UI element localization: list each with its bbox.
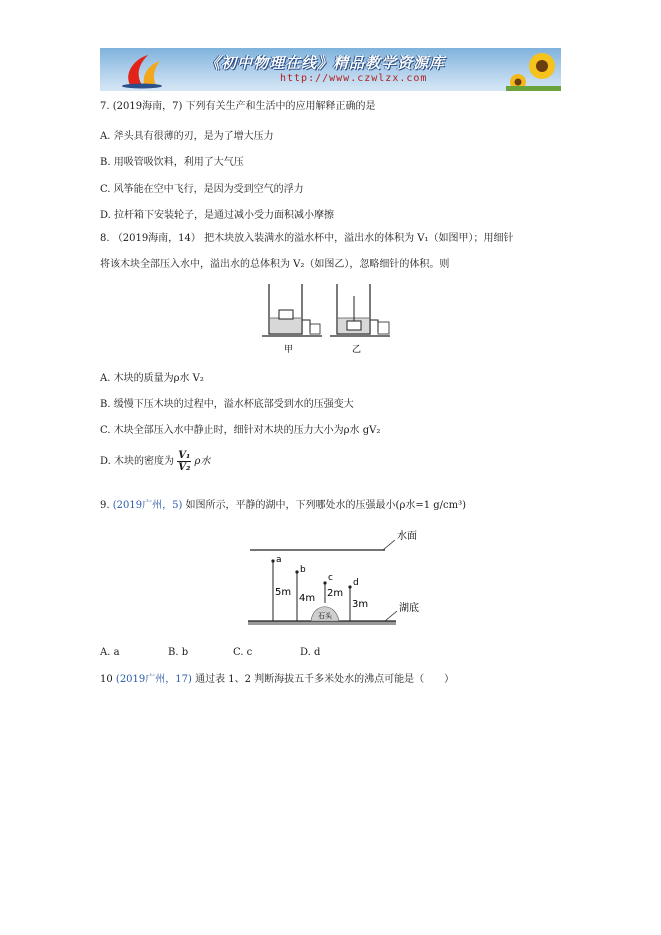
density-fraction (177, 450, 191, 473)
q7-source: (2019海南，7) (112, 101, 183, 112)
header-banner (100, 48, 561, 91)
q9-option-b: B. b (168, 647, 189, 658)
point-b (295, 565, 315, 621)
q10-stem (100, 673, 454, 686)
sunflower-icon (506, 48, 561, 91)
depth-label: 5m (275, 587, 292, 598)
q8-number: 8. (100, 233, 110, 244)
cup-yi (330, 284, 390, 336)
q9-lake-figure (245, 525, 445, 635)
surface-label: 水面 (397, 531, 417, 542)
site-logo-icon (120, 51, 168, 89)
q10-text: 通过表 1、2 判断海拔五千多米处水的沸点可能是（ ） (195, 674, 455, 685)
cup-jia (262, 284, 322, 336)
label-yi: 乙 (352, 345, 362, 355)
point-label: d (353, 578, 359, 588)
q8-stem (100, 232, 514, 245)
banner-title: 《初中物理在线》精品教学资源库 (205, 54, 446, 72)
depth-label: 3m (352, 599, 369, 610)
q9-option-a: A. a (100, 647, 120, 658)
q8-option-c: C. 木块全部压入水中静止时，细针对木块的压力大小为ρ水 gV₂ (100, 425, 381, 436)
q8-option-d-suffix: ρ水 (194, 456, 211, 467)
q7-option-c: C. 风筝能在空中飞行，是因为受到空气的浮力 (100, 184, 304, 195)
q7-option-b: B. 用吸管吸饮料，利用了大气压 (100, 157, 244, 168)
label-jia: 甲 (284, 345, 294, 355)
q8-source: （2019海南，14） (112, 233, 201, 244)
q9-option-c: C. c (233, 647, 253, 658)
q9-option-d: D. d (300, 647, 321, 658)
point-c (323, 573, 343, 603)
fraction-denominator: V₂ (178, 462, 191, 473)
q7-option-d: D. 拉杆箱下安装轮子，是通过减小受力面积减小摩擦 (100, 210, 335, 221)
depth-label: 4m (299, 593, 316, 604)
q7-option-a: A. 斧头具有很薄的刃，是为了增大压力 (100, 131, 274, 142)
point-label: c (328, 573, 333, 583)
q9-source: (2019广州，5) (112, 500, 183, 511)
q8-line1: 把木块放入装满水的溢水杯中，溢出水的体积为 V₁（如图甲）；用细针 (204, 233, 514, 244)
depth-label: 2m (327, 588, 344, 599)
q9-number: 9. (100, 500, 110, 511)
bottom-label: 湖底 (399, 603, 419, 614)
fraction-numerator: V₁ (178, 450, 191, 461)
stone-label: 石头 (318, 612, 332, 620)
q7-number: 7. (100, 101, 110, 112)
q8-line2: 将该木块全部压入水中，溢出水的总体积为 V₂（如图乙），忽略细针的体积。则 (100, 259, 450, 270)
q9-text: 如图所示，平静的湖中，下列哪处水的压强最小(ρ水=1 g/cm³) (185, 500, 467, 511)
q8-option-b: B. 缓慢下压木块的过程中，溢水杯底部受到水的压强变大 (100, 399, 354, 410)
q7-text: 下列有关生产和生活中的应用解释正确的是 (185, 101, 376, 112)
q8-option-d (100, 450, 210, 473)
q8-option-a: A. 木块的质量为ρ水 V₂ (100, 373, 204, 384)
q10-number: 10 (100, 674, 113, 685)
point-label: b (300, 565, 306, 575)
q8-overflow-cup-figure (262, 282, 392, 357)
q7-stem (100, 100, 376, 113)
banner-url[interactable]: http://www.czwlzx.com (280, 73, 428, 84)
q10-source: (2019广州，17) (115, 674, 192, 685)
point-a (271, 555, 291, 621)
point-d (348, 578, 368, 621)
point-label: a (276, 555, 282, 565)
q8-option-d-prefix: D. 木块的密度为 (100, 456, 175, 467)
q9-stem (100, 499, 466, 512)
